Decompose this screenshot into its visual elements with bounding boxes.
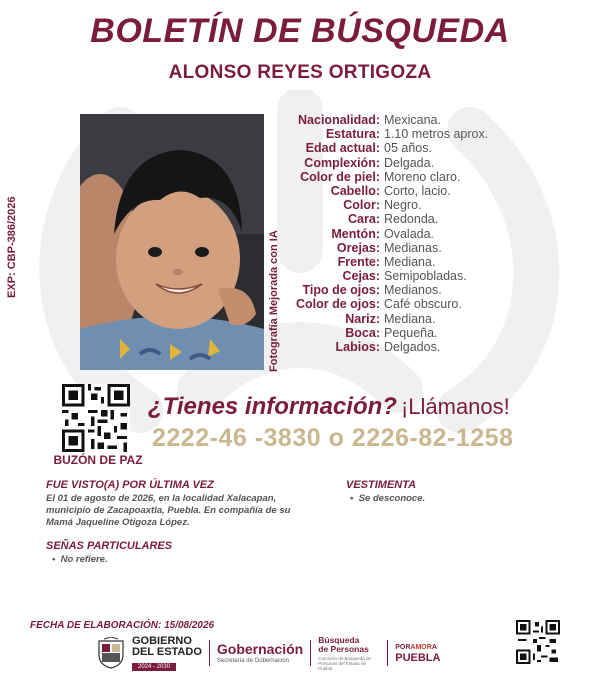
distinctive-marks-item: • No refiere. (52, 554, 108, 565)
detail-row (276, 283, 596, 297)
footer-logos (96, 636, 440, 670)
detail-value: Medianos. (384, 283, 442, 298)
photo-enhancement-note: Fotografía Mejorada con IA (268, 230, 280, 372)
detail-row (276, 312, 596, 326)
detail-value: 05 años. (384, 141, 432, 156)
buzon-de-paz-label: BUZÓN DE PAZ (53, 453, 143, 467)
detail-row (276, 212, 596, 226)
footer-divider (209, 640, 210, 666)
detail-label: Color de ojos: (295, 297, 380, 312)
detail-row (276, 141, 596, 155)
detail-row (276, 269, 596, 283)
gobierno-estado-logo: GOBIERNO DEL ESTADO 2024 - 2030 (132, 634, 202, 670)
detail-label: Boca: (345, 325, 380, 340)
phone-numbers[interactable]: 2222-46 -3830 o 2226-82-1258 (152, 424, 514, 452)
missing-person-photo (80, 114, 264, 370)
contact-question: ¿Tienes información? (148, 393, 397, 420)
expediente-number: EXP: CBP-386/2026 (6, 196, 18, 298)
detail-value: Medianas. (384, 240, 442, 255)
detail-row (276, 297, 596, 311)
distinctive-marks-heading: SEÑAS PARTICULARES (46, 540, 173, 552)
page-title: BOLETÍN DE BÚSQUEDA (90, 12, 510, 50)
por-amor-a-puebla-logo: PORAMORA PUEBLA (395, 644, 441, 664)
detail-row (276, 340, 596, 354)
contact-prompt (148, 393, 510, 421)
detail-value: Delgados. (384, 340, 441, 354)
detail-row (276, 170, 596, 184)
detail-label: Cara: (348, 212, 380, 227)
detail-label: Cejas: (342, 269, 380, 284)
detail-value: Corto, lacio. (384, 183, 451, 198)
busqueda-personas-logo: Búsqueda de Personas Comisión de Búsqueda de Personas del Estado de Puebla (318, 634, 372, 671)
detail-row (276, 241, 596, 255)
detail-row (276, 184, 596, 198)
detail-label: Labios: (335, 340, 380, 354)
detail-value: Moreno claro. (384, 169, 461, 184)
detail-row (276, 198, 596, 212)
state-seal-icon (96, 637, 126, 669)
clothing-heading: VESTIMENTA (346, 479, 417, 491)
contact-call: ¡Llámanos! (400, 394, 510, 419)
detail-label: Edad actual: (305, 141, 380, 156)
gobernacion-logo: Gobernación Secretaría de Gobernación (216, 640, 304, 664)
detail-row (276, 156, 596, 170)
detail-row (276, 326, 596, 340)
detail-label: Cabello: (330, 183, 380, 198)
detail-value: Negro. (384, 198, 422, 213)
detail-row (276, 255, 596, 269)
qr-code-icon[interactable] (516, 620, 560, 664)
detail-value: Semipobladas. (384, 269, 467, 284)
detail-row (276, 113, 596, 127)
detail-value: Mexicana. (384, 113, 441, 127)
detail-value: Pequeña. (384, 325, 438, 340)
detail-label: Color: (343, 198, 380, 213)
detail-value: Mediana. (384, 311, 436, 326)
detail-value: Café obscuro. (384, 297, 462, 312)
footer-divider (310, 640, 311, 666)
physical-description (276, 113, 596, 354)
last-seen-text: El 01 de agosto de 2026, en la localidad Xalacapan, municipio de Zacapoaxtla, Puebla. En compañía de su Mamá Jaqueline Otigoza López. (46, 493, 291, 528)
detail-row (276, 127, 596, 141)
detail-label: Tipo de ojos: (302, 283, 380, 298)
detail-row (276, 227, 596, 241)
detail-value: Redonda. (384, 212, 439, 227)
detail-value: Mediana. (384, 254, 436, 269)
detail-label: Frente: (337, 254, 380, 269)
detail-label: Orejas: (336, 240, 380, 255)
clothing-item: • Se desconoce. (350, 493, 426, 504)
last-seen-heading: FUE VISTO(A) POR ÚLTIMA VEZ (46, 479, 214, 491)
detail-value: Ovalada. (384, 226, 435, 241)
missing-person-name: ALONSO REYES ORTIGOZA (168, 62, 432, 83)
detail-label: Mentón: (331, 226, 380, 241)
creation-date: FECHA DE ELABORACIÓN: 15/08/2026 (30, 620, 215, 631)
detail-value: 1.10 metros aprox. (384, 127, 489, 142)
detail-label: Nariz: (345, 311, 380, 326)
detail-label: Nacionalidad: (298, 113, 380, 127)
detail-value: Delgada. (384, 155, 435, 170)
detail-label: Estatura: (325, 127, 380, 142)
qr-code-icon[interactable] (62, 384, 130, 452)
footer-divider (387, 640, 388, 666)
detail-label: Complexión: (304, 155, 380, 170)
detail-label: Color de piel: (300, 169, 380, 184)
